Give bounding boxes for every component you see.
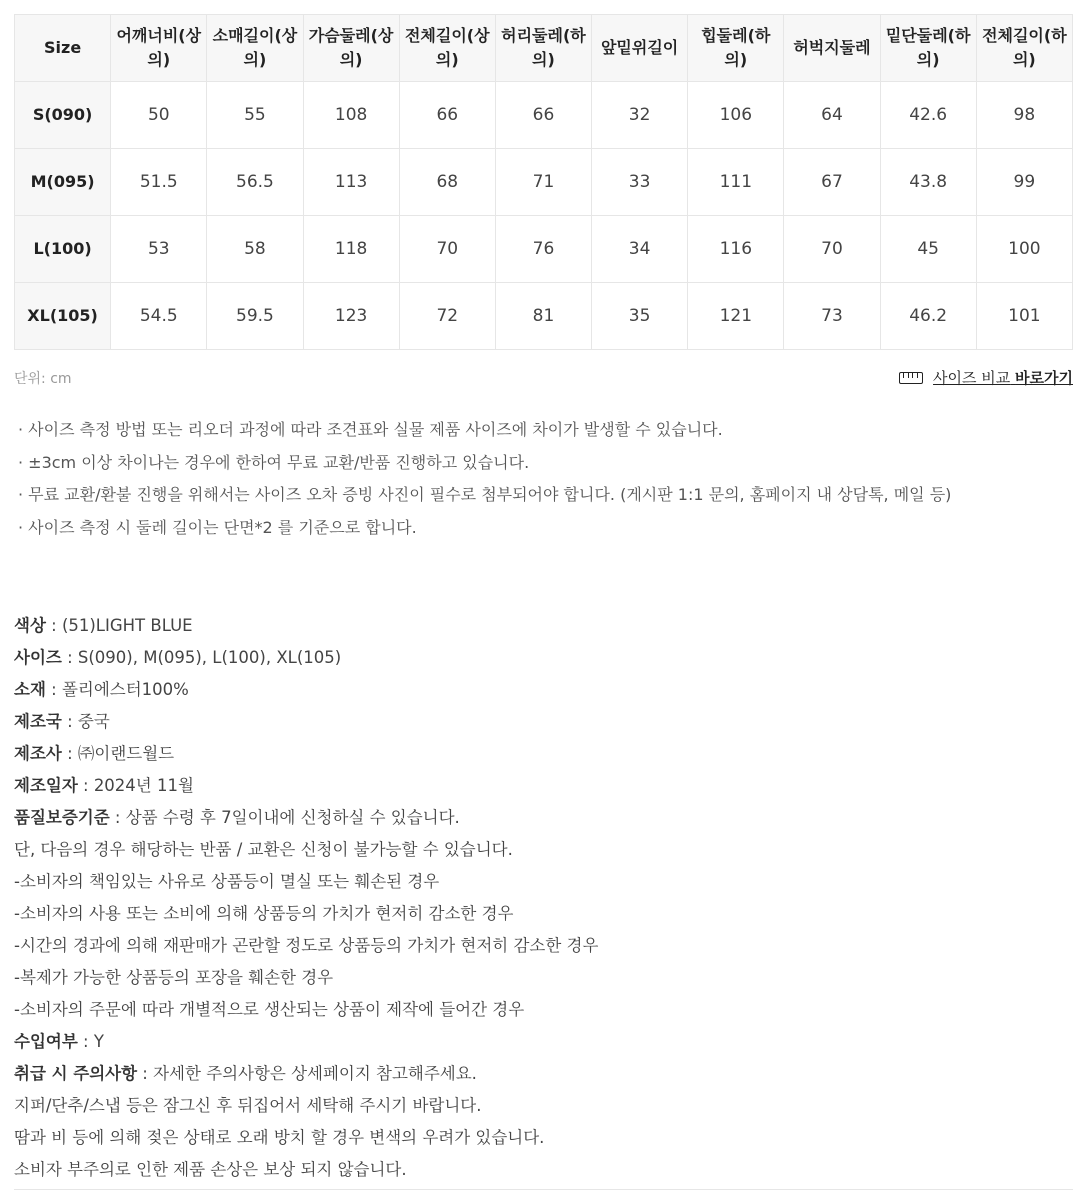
product-info-section: [14, 610, 1073, 1186]
product-info-value: : S(090), M(095), L(100), XL(105): [61, 648, 342, 667]
product-info-label: 사이즈: [14, 648, 62, 667]
size-value-cell: 111: [688, 149, 784, 216]
size-notes-list: [14, 414, 1073, 544]
size-value-cell: 118: [303, 216, 399, 283]
product-info-value: 단, 다음의 경우 해당하는 반품 / 교환은 신청이 불가능할 수 있습니다.: [14, 840, 513, 859]
size-table-header-cell: 허리둘레(하의): [495, 15, 591, 82]
size-table-header-cell: 어깨너비(상의): [111, 15, 207, 82]
product-info-value: : 상품 수령 후 7일이내에 신청하실 수 있습니다.: [109, 808, 460, 827]
size-table-header-cell: 가슴둘레(상의): [303, 15, 399, 82]
size-table-header-cell: 힙둘레(하의): [688, 15, 784, 82]
size-note-item: · 사이즈 측정 방법 또는 리오더 과정에 따라 조견표와 실물 제품 사이즈에 차이가 발생할 수 있습니다.: [18, 420, 723, 439]
size-value-cell: 72: [399, 283, 495, 350]
size-value-cell: 51.5: [111, 149, 207, 216]
size-value-cell: 71: [495, 149, 591, 216]
unit-label: 단위: cm: [14, 371, 72, 387]
product-info-line: [14, 1090, 1073, 1122]
product-info-value: : (51)LIGHT BLUE: [45, 616, 193, 635]
size-value-cell: 56.5: [207, 149, 303, 216]
size-value-cell: 70: [784, 216, 880, 283]
product-info-label: 제조일자: [14, 776, 78, 795]
bottom-divider: [14, 1189, 1073, 1190]
size-value-cell: 123: [303, 283, 399, 350]
product-info-line: [14, 930, 1073, 962]
size-table-row: [15, 283, 1073, 350]
product-info-line: [14, 1058, 1073, 1090]
size-value-cell: 66: [495, 82, 591, 149]
product-info-line: [14, 1154, 1073, 1186]
product-info-line: [14, 866, 1073, 898]
size-value-cell: 55: [207, 82, 303, 149]
size-value-cell: 116: [688, 216, 784, 283]
size-table-header-cell: 밑단둘레(하의): [880, 15, 976, 82]
size-table-header-cell: 앞밑위길이: [592, 15, 688, 82]
size-value-cell: 53: [111, 216, 207, 283]
product-info-value: 소비자 부주의로 인한 제품 손상은 보상 되지 않습니다.: [14, 1160, 407, 1179]
size-value-cell: 67: [784, 149, 880, 216]
size-note-item: · 사이즈 측정 시 둘레 길이는 단면*2 를 기준으로 합니다.: [18, 517, 417, 537]
product-info-label: 제조사: [14, 744, 62, 763]
product-info-value: : 폴리에스터100%: [45, 680, 189, 699]
size-value-cell: 50: [111, 82, 207, 149]
size-value-cell: 32: [592, 82, 688, 149]
size-value-cell: 46.2: [880, 283, 976, 350]
size-value-cell: 100: [976, 216, 1072, 283]
size-table-header-cell: 소매길이(상의): [207, 15, 303, 82]
table-meta-row: [14, 350, 1073, 406]
size-guide-section: [14, 14, 1073, 1186]
size-value-cell: 58: [207, 216, 303, 283]
size-value-cell: 108: [303, 82, 399, 149]
size-compare-action: 바로가기: [1015, 369, 1073, 387]
product-info-label: 취급 시 주의사항: [14, 1064, 138, 1083]
product-info-value: : 중국: [61, 712, 110, 731]
size-value-cell: 42.6: [880, 82, 976, 149]
product-info-value: -소비자의 책임있는 사유로 상품등이 멸실 또는 훼손된 경우: [14, 872, 440, 891]
product-info-value: : Y: [77, 1032, 104, 1051]
size-value-cell: 35: [592, 283, 688, 350]
product-info-line: [14, 962, 1073, 994]
ruler-icon: [899, 372, 923, 384]
size-value-cell: 99: [976, 149, 1072, 216]
size-table-header-cell: 전체길이(하의): [976, 15, 1072, 82]
product-info-line: [14, 610, 1073, 642]
size-table: [14, 14, 1073, 350]
product-info-line: [14, 738, 1073, 770]
size-value-cell: 54.5: [111, 283, 207, 350]
product-info-value: 지퍼/단추/스냅 등은 잠그신 후 뒤집어서 세탁해 주시기 바랍니다.: [14, 1096, 482, 1115]
size-table-row: [15, 149, 1073, 216]
product-info-line: [14, 770, 1073, 802]
size-value-cell: 70: [399, 216, 495, 283]
size-value-cell: 81: [495, 283, 591, 350]
product-info-value: -소비자의 사용 또는 소비에 의해 상품등의 가치가 현저히 감소한 경우: [14, 904, 514, 923]
product-info-label: 소재: [14, 680, 46, 699]
size-value-cell: 106: [688, 82, 784, 149]
size-table-header-cell: Size: [15, 15, 111, 82]
product-info-line: [14, 1026, 1073, 1058]
product-info-line: [14, 834, 1073, 866]
size-table-body: [15, 82, 1073, 350]
size-value-cell: 73: [784, 283, 880, 350]
product-info-line: [14, 674, 1073, 706]
size-compare-text: [933, 367, 1073, 388]
size-label-cell: S(090): [15, 82, 111, 149]
size-value-cell: 101: [976, 283, 1072, 350]
size-compare-prefix: 사이즈 비교: [933, 369, 1011, 387]
product-info-label: 수입여부: [14, 1032, 78, 1051]
product-info-value: : 자세한 주의사항은 상세페이지 참고해주세요.: [137, 1064, 477, 1083]
size-value-cell: 121: [688, 283, 784, 350]
size-value-cell: 113: [303, 149, 399, 216]
size-value-cell: 43.8: [880, 149, 976, 216]
size-table-header-row: [15, 15, 1073, 82]
product-info-line: [14, 1122, 1073, 1154]
size-compare-link[interactable]: [899, 367, 1073, 388]
product-info-line: [14, 994, 1073, 1026]
product-info-value: : 2024년 11월: [77, 776, 194, 795]
product-info-line: [14, 802, 1073, 834]
size-label-cell: L(100): [15, 216, 111, 283]
product-info-value: -복제가 가능한 상품등의 포장을 훼손한 경우: [14, 968, 334, 987]
size-label-cell: M(095): [15, 149, 111, 216]
product-info-label: 색상: [14, 616, 46, 635]
size-table-row: [15, 82, 1073, 149]
product-info-value: -소비자의 주문에 따라 개별적으로 생산되는 상품이 제작에 들어간 경우: [14, 1000, 525, 1019]
product-info-line: [14, 898, 1073, 930]
product-info-line: [14, 706, 1073, 738]
product-info-value: 땀과 비 등에 의해 젖은 상태로 오래 방치 할 경우 변색의 우려가 있습니다.: [14, 1128, 545, 1147]
size-value-cell: 33: [592, 149, 688, 216]
size-table-row: [15, 216, 1073, 283]
size-label-cell: XL(105): [15, 283, 111, 350]
size-note-item: · ±3cm 이상 차이나는 경우에 한하여 무료 교환/반품 진행하고 있습니다.: [18, 452, 530, 472]
product-info-value: -시간의 경과에 의해 재판매가 곤란할 정도로 상품등의 가치가 현저히 감소한 경우: [14, 936, 599, 955]
size-table-header-cell: 전체길이(상의): [399, 15, 495, 82]
size-value-cell: 68: [399, 149, 495, 216]
product-info-label: 제조국: [14, 712, 62, 731]
product-info-value: : ㈜이랜드월드: [61, 744, 175, 763]
size-value-cell: 59.5: [207, 283, 303, 350]
size-note-item: · 무료 교환/환불 진행을 위해서는 사이즈 오차 증빙 사진이 필수로 첨부되어야 합니다. (게시판 1:1 문의, 홈페이지 내 상담톡, 메일 등): [18, 485, 952, 504]
size-table-header-cell: 허벅지둘레: [784, 15, 880, 82]
size-value-cell: 64: [784, 82, 880, 149]
size-value-cell: 34: [592, 216, 688, 283]
size-value-cell: 76: [495, 216, 591, 283]
size-value-cell: 66: [399, 82, 495, 149]
size-value-cell: 45: [880, 216, 976, 283]
size-value-cell: 98: [976, 82, 1072, 149]
product-info-label: 품질보증기준: [14, 808, 110, 827]
product-info-line: [14, 642, 1073, 674]
